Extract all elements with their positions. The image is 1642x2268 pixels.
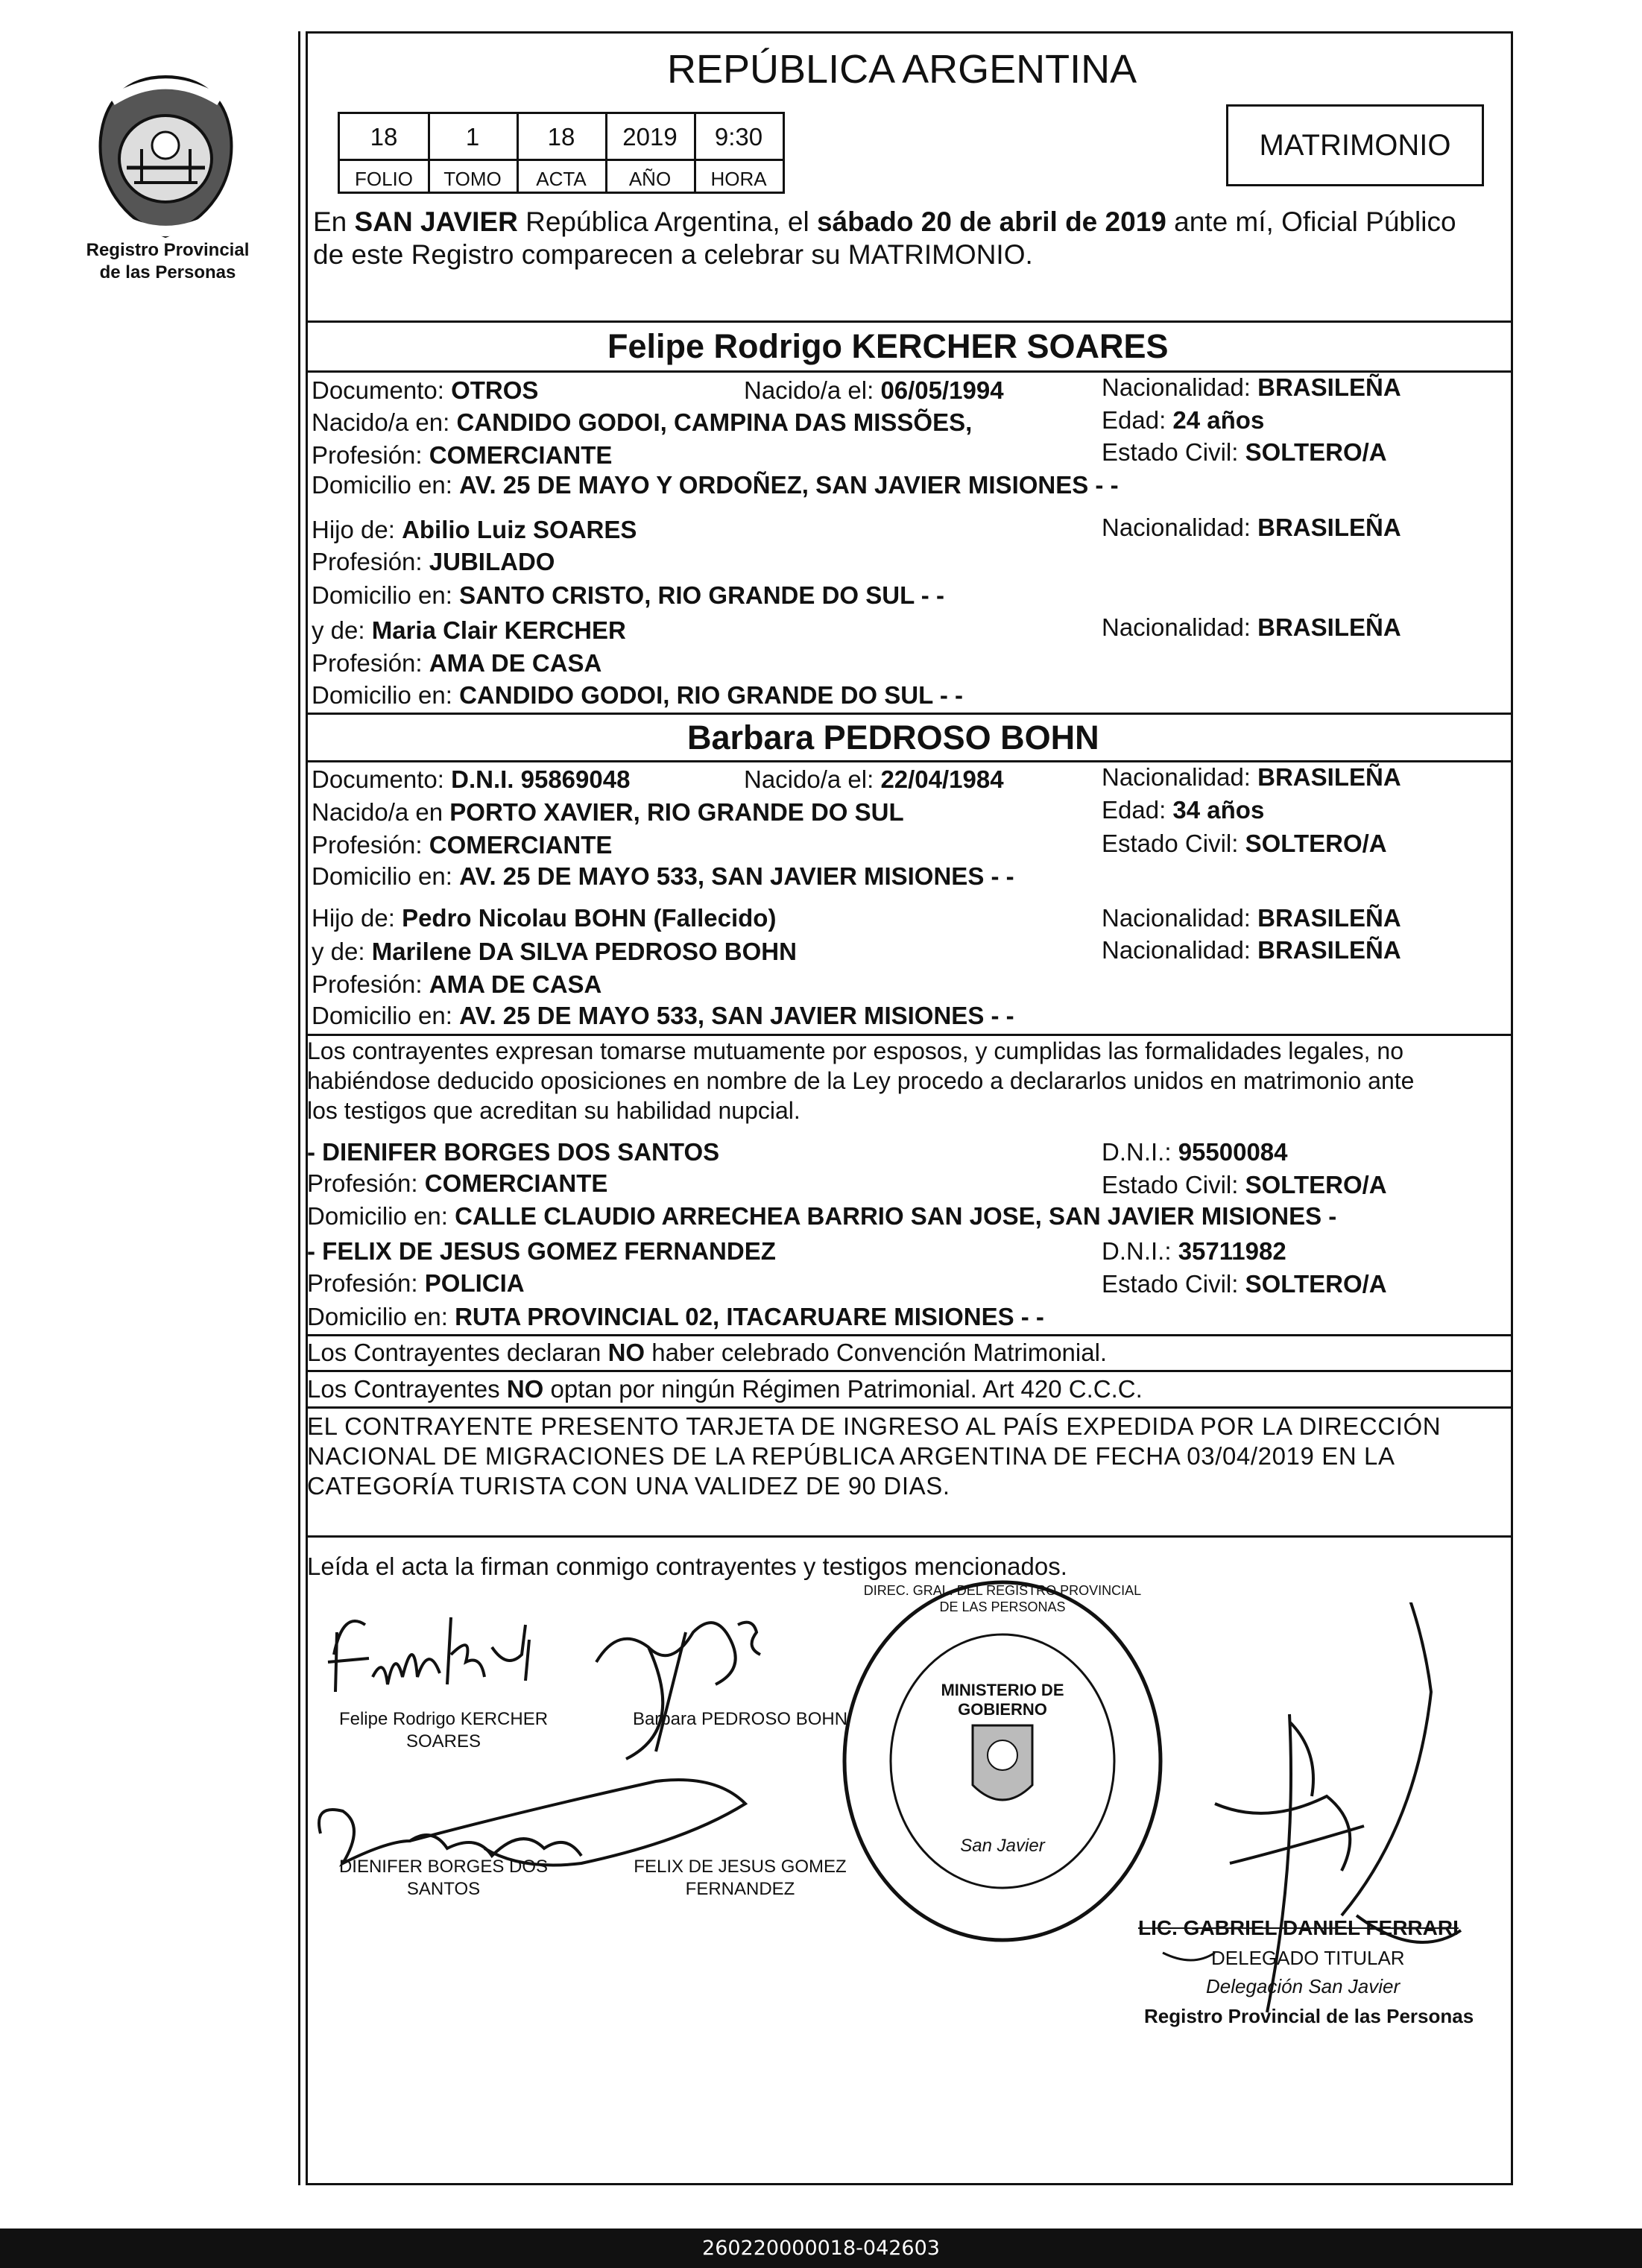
spouse1-profession: Profesión: COMERCIANTE xyxy=(312,441,613,469)
witness2-civil-status: Estado Civil: SOLTERO/A xyxy=(1102,1270,1387,1298)
official-organization: Registro Provincial de las Personas xyxy=(1144,2005,1474,2027)
spouse1-birthdate: Nacido/a el: 06/05/1994 xyxy=(744,376,1004,404)
spouse1-mother-nationality: Nacionalidad: BRASILEÑA xyxy=(1102,613,1401,641)
spouse2-nationality: Nacionalidad: BRASILEÑA xyxy=(1102,763,1401,791)
declaration-line3: los testigos que acreditan su habilidad nupcial. xyxy=(307,1097,801,1124)
spouse1-mother-profession: Profesión: AMA DE CASA xyxy=(312,649,602,677)
convention-statement: Los Contrayentes declaran NO haber celebrado Convención Matrimonial. xyxy=(307,1339,1108,1366)
acta-label: ACTA xyxy=(536,168,587,190)
province-logo xyxy=(82,71,250,242)
witness2-profession: Profesión: POLICIA xyxy=(307,1269,525,1297)
folio-label: FOLIO xyxy=(354,168,413,190)
spouse2-birthplace: Nacido/a en PORTO XAVIER, RIO GRANDE DO SUL xyxy=(312,798,904,826)
document-code: 260220000018-042603 xyxy=(702,2237,940,2260)
seal-ring-text: DIREC. GRAL. DEL REGISTRO PROVINCIAL DE LAS PERSONAS xyxy=(863,1583,1142,1614)
declaration-line2: habiéndose deducido oposiciones en nombre de la Ley procedo a declararlos unidos en matrimonio ante xyxy=(307,1067,1415,1094)
intro-line2: de este Registro comparecen a celebrar su MATRIMONIO. xyxy=(313,239,1033,270)
divider xyxy=(306,370,1513,373)
year-value: 2019 xyxy=(622,123,678,151)
spouse2-father: Hijo de: Pedro Nicolau BOHN (Fallecido) xyxy=(312,904,777,932)
coat-of-arms-icon xyxy=(82,71,250,242)
spouse1-nationality: Nacionalidad: BRASILEÑA xyxy=(1102,373,1401,401)
closing-statement: Leída el acta la firman conmigo contrayentes y testigos mencionados. xyxy=(307,1552,1067,1580)
spouse1-mother-address: Domicilio en: CANDIDO GODOI, RIO GRANDE DO SUL - - xyxy=(312,681,963,709)
divider xyxy=(306,1334,1513,1336)
spouse1-father: Hijo de: Abilio Luiz SOARES xyxy=(312,516,637,543)
spouse2-civil-status: Estado Civil: SOLTERO/A xyxy=(1102,830,1387,857)
witness1-civil-status: Estado Civil: SOLTERO/A xyxy=(1102,1171,1387,1198)
logo-label-line1: Registro Provincial xyxy=(86,240,250,260)
divider xyxy=(306,1406,1513,1409)
note-line3: CATEGORÍA TURISTA CON UNA VALIDEZ DE 90 DIAS. xyxy=(307,1472,950,1500)
regime-statement: Los Contrayentes NO optan por ningún Régimen Patrimonial. Art 420 C.C.C. xyxy=(307,1375,1143,1403)
spouse2-birthdate: Nacido/a el: 22/04/1984 xyxy=(744,765,1004,793)
tomo-value: 1 xyxy=(465,123,480,151)
declaration-line1: Los contrayentes expresan tomarse mutuamente por esposos, y cumplidas las formalidades legales, no xyxy=(307,1037,1403,1064)
folio-value: 18 xyxy=(370,123,398,151)
official-name: LIC. GABRIEL DANIEL FERRARI xyxy=(1138,1916,1459,1939)
record-type-box xyxy=(1226,104,1484,186)
spouse1-document: Documento: OTROS xyxy=(312,376,539,404)
spouse2-father-nationality: Nacionalidad: BRASILEÑA xyxy=(1102,904,1401,932)
seal-inner-text: MINISTERIO DE GOBIERNO xyxy=(941,1681,1064,1719)
witness1-dni: D.N.I.: 95500084 xyxy=(1102,1138,1288,1166)
signature-label-witness2: FELIX DE JESUS GOMEZ FERNANDEZ xyxy=(634,1857,847,1899)
spouse1-father-nationality: Nacionalidad: BRASILEÑA xyxy=(1102,514,1401,541)
spouse2-age: Edad: 34 años xyxy=(1102,796,1265,824)
witness1-name: - DIENIFER BORGES DOS SANTOS xyxy=(307,1138,720,1166)
note-line2: NACIONAL DE MIGRACIONES DE LA REPÚBLICA ARGENTINA DE FECHA 03/04/2019 EN LA xyxy=(307,1442,1395,1470)
record-type-label: MATRIMONIO xyxy=(1259,129,1451,162)
acta-value: 18 xyxy=(547,123,575,151)
spouse1-father-profession: Profesión: JUBILADO xyxy=(312,548,555,575)
official-office: Delegación San Javier xyxy=(1206,1975,1401,1997)
witness2-dni: D.N.I.: 35711982 xyxy=(1102,1237,1286,1265)
footer-bar xyxy=(0,2228,1642,2268)
official-title: DELEGADO TITULAR xyxy=(1211,1947,1405,1969)
witness1-address: Domicilio en: CALLE CLAUDIO ARRECHEA BARRIO SAN JOSE, SAN JAVIER MISIONES - xyxy=(307,1202,1337,1230)
divider xyxy=(306,1535,1513,1538)
spouse1-address: Domicilio en: AV. 25 DE MAYO Y ORDOÑEZ, SAN JAVIER MISIONES - - xyxy=(312,471,1119,499)
record-table-divider xyxy=(340,159,783,161)
spouse1-age: Edad: 24 años xyxy=(1102,406,1265,434)
year-label: AÑO xyxy=(628,168,672,190)
spouse2-mother-address: Domicilio en: AV. 25 DE MAYO 533, SAN JAVIER MISIONES - - xyxy=(312,1002,1014,1029)
spouse1-civil-status: Estado Civil: SOLTERO/A xyxy=(1102,438,1387,466)
spouse1-birthplace: Nacido/a en: CANDIDO GODOI, CAMPINA DAS MISSÕES, xyxy=(312,408,973,436)
spouse2-profession: Profesión: COMERCIANTE xyxy=(312,831,613,859)
divider xyxy=(306,760,1513,762)
divider xyxy=(306,1034,1513,1036)
hour-label: HORA xyxy=(710,168,767,190)
spouse2-name: Barbara PEDROSO BOHN xyxy=(687,718,1099,756)
signature-label-spouse1: Felipe Rodrigo KERCHER SOARES xyxy=(338,1709,549,1751)
country-title: REPÚBLICA ARGENTINA xyxy=(667,47,1137,92)
witness2-name: - FELIX DE JESUS GOMEZ FERNANDEZ xyxy=(307,1237,776,1265)
record-table xyxy=(338,112,785,194)
divider xyxy=(306,1370,1513,1372)
logo-label-line2: de las Personas xyxy=(99,262,236,282)
divider xyxy=(306,713,1513,715)
spouse2-mother-profession: Profesión: AMA DE CASA xyxy=(312,970,602,998)
spouse1-father-address: Domicilio en: SANTO CRISTO, RIO GRANDE DO SUL - - xyxy=(312,581,944,609)
note-line1: EL CONTRAYENTE PRESENTO TARJETA DE INGRESO AL PAÍS EXPEDIDA POR LA DIRECCIÓN xyxy=(307,1412,1442,1440)
signature-label-spouse2: Barbara PEDROSO BOHN xyxy=(632,1709,848,1729)
spouse2-document: Documento: D.N.I. 95869048 xyxy=(312,765,631,793)
spouse2-mother: y de: Marilene DA SILVA PEDROSO BOHN xyxy=(312,938,797,965)
spouse2-mother-nationality: Nacionalidad: BRASILEÑA xyxy=(1102,936,1401,964)
spouse2-address: Domicilio en: AV. 25 DE MAYO 533, SAN JAVIER MISIONES - - xyxy=(312,862,1014,890)
witness1-profession: Profesión: COMERCIANTE xyxy=(307,1169,608,1197)
spouse1-name: Felipe Rodrigo KERCHER SOARES xyxy=(607,327,1169,365)
seal-location: San Javier xyxy=(960,1836,1045,1856)
tomo-label: TOMO xyxy=(443,168,502,190)
witness2-address: Domicilio en: RUTA PROVINCIAL 02, ITACARUARE MISIONES - - xyxy=(307,1303,1044,1330)
signature-label-witness1: DIENIFER BORGES DOS SANTOS xyxy=(338,1857,549,1899)
divider xyxy=(306,320,1513,323)
hour-value: 9:30 xyxy=(714,123,763,151)
spouse1-mother: y de: Maria Clair KERCHER xyxy=(312,616,626,644)
intro-line1: En SAN JAVIER República Argentina, el sábado 20 de abril de 2019 ante mí, Oficial Público xyxy=(313,206,1456,237)
